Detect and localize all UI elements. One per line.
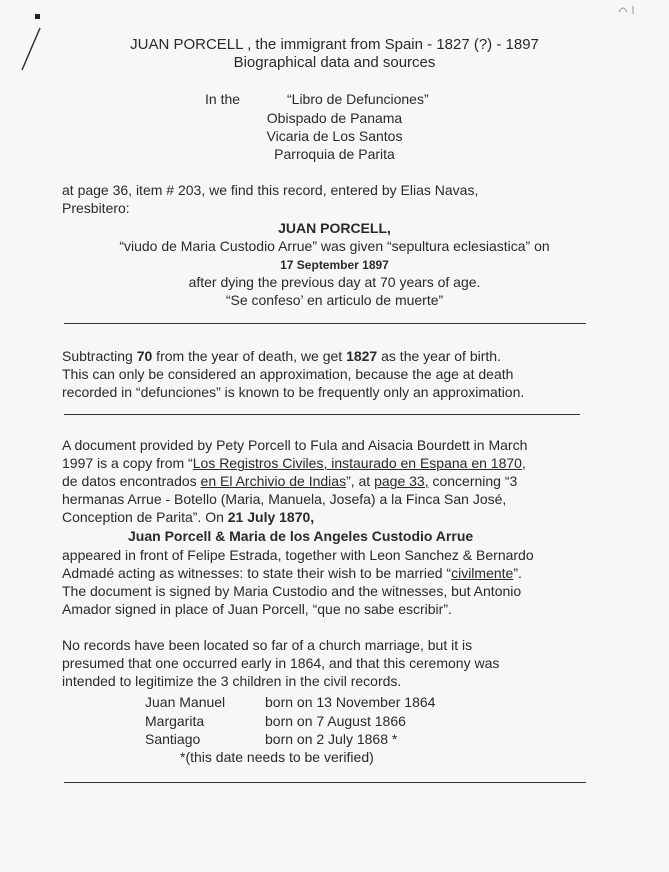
document-text: ”, at	[346, 473, 375, 489]
record-line-3: “Se confeso’ en articulo de muerte”	[225, 292, 444, 308]
source-line-3: Vicaria de Los Santos	[266, 128, 403, 144]
document-line-9: The document is signed by Maria Custodio and the witnesses, but Antonio	[62, 583, 522, 599]
document-text: Admadé acting as witnesses: to state their wish to be married “	[62, 565, 452, 581]
document-text: de datos encontrados	[62, 473, 201, 489]
subtract-text-a: Subtracting	[62, 348, 137, 364]
source-book: “Libro de Defunciones”	[287, 91, 429, 107]
source-line-4: Parroquia de Parita	[274, 146, 395, 162]
document-line-8	[62, 565, 522, 582]
subtract-line-2: This can only be considered an approximation, because the age at death	[62, 366, 514, 382]
record-line-1: “viudo de Maria Custodio Arrue” was given “sepultura eclesiastica” on	[119, 238, 550, 254]
document-title: JUAN PORCELL , the immigrant from Spain - 1827 (?) - 1897	[130, 36, 539, 53]
divider-1	[64, 323, 586, 324]
divider-2	[64, 414, 580, 415]
document-civil-term: civilmente	[451, 565, 514, 581]
document-text: 1997 is a copy from “	[62, 455, 193, 471]
subtract-age: 70	[136, 348, 153, 364]
marriage-line-2: presumed that one occurred early in 1864, and that this ceremony was	[62, 655, 500, 671]
subtract-text-e: as the year of birth.	[377, 348, 501, 364]
document-line-1: A document provided by Pety Porcell to Fula and Aisacia Bourdett in March	[62, 437, 528, 453]
marriage-line-3: intended to legitimize the 3 children in the civil records.	[62, 673, 402, 689]
child-born: born on 7 August 1866	[265, 713, 406, 729]
record-intro-1: at page 36, item # 203, we find this record, entered by Elias Navas,	[62, 182, 479, 198]
divider-3	[64, 782, 586, 783]
document-line-5	[62, 509, 314, 526]
subtract-birth-year: 1827	[346, 348, 378, 364]
document-marriage-date: 21 July 1870,	[227, 509, 315, 525]
record-name: JUAN PORCELL,	[278, 220, 391, 236]
document-couple-names: Juan Porcell & Maria de los Angeles Custodio Arrue	[128, 528, 474, 544]
document-text: ”.	[513, 565, 522, 581]
record-intro-2: Presbitero:	[62, 200, 130, 216]
document-archive: en El Archivio de Indias	[200, 473, 347, 489]
child-born: born on 13 November 1864	[265, 694, 436, 710]
verification-note: *(this date needs to be verified)	[180, 749, 374, 765]
subtract-line-1	[62, 348, 501, 365]
subtract-line-3: recorded in “defunciones” is known to be frequently only an approximation.	[62, 384, 525, 400]
record-line-2: after dying the previous day at 70 years of age.	[188, 274, 481, 290]
document-line-10: Amador signed in place of Juan Porcell, “que no sabe escribir”.	[62, 601, 452, 617]
subtract-text-c: from the year of death, we get	[152, 348, 347, 364]
document-line-7: appeared in front of Felipe Estrada, together with Leon Sanchez & Bernardo	[62, 547, 534, 563]
record-date: 17 September 1897	[280, 258, 389, 272]
document-text: ,	[521, 455, 526, 471]
child-name: Santiago	[145, 731, 201, 747]
document-source-title: Los Registros Civiles, instaurado en Espana en 1870	[192, 455, 522, 471]
document-line-2	[62, 455, 526, 472]
document-line-3	[62, 473, 517, 490]
source-in-the: In the	[205, 91, 241, 107]
corner-mark-decoration	[615, 2, 655, 18]
document-text: concerning “3	[428, 473, 518, 489]
child-born: born on 2 July 1868 *	[265, 731, 398, 747]
document-line-4: hermanas Arrue - Botello (Maria, Manuela, Josefa) a la Finca San José,	[62, 491, 507, 507]
child-name: Juan Manuel	[145, 694, 226, 710]
document-page-ref: page 33,	[374, 473, 429, 489]
marriage-line-1: No records have been located so far of a church marriage, but it is	[62, 637, 473, 653]
document-subtitle: Biographical data and sources	[233, 54, 436, 71]
source-line-2: Obispado de Panama	[266, 110, 403, 126]
document-text: Conception de Parita”. On	[62, 509, 228, 525]
child-name: Margarita	[145, 713, 205, 729]
